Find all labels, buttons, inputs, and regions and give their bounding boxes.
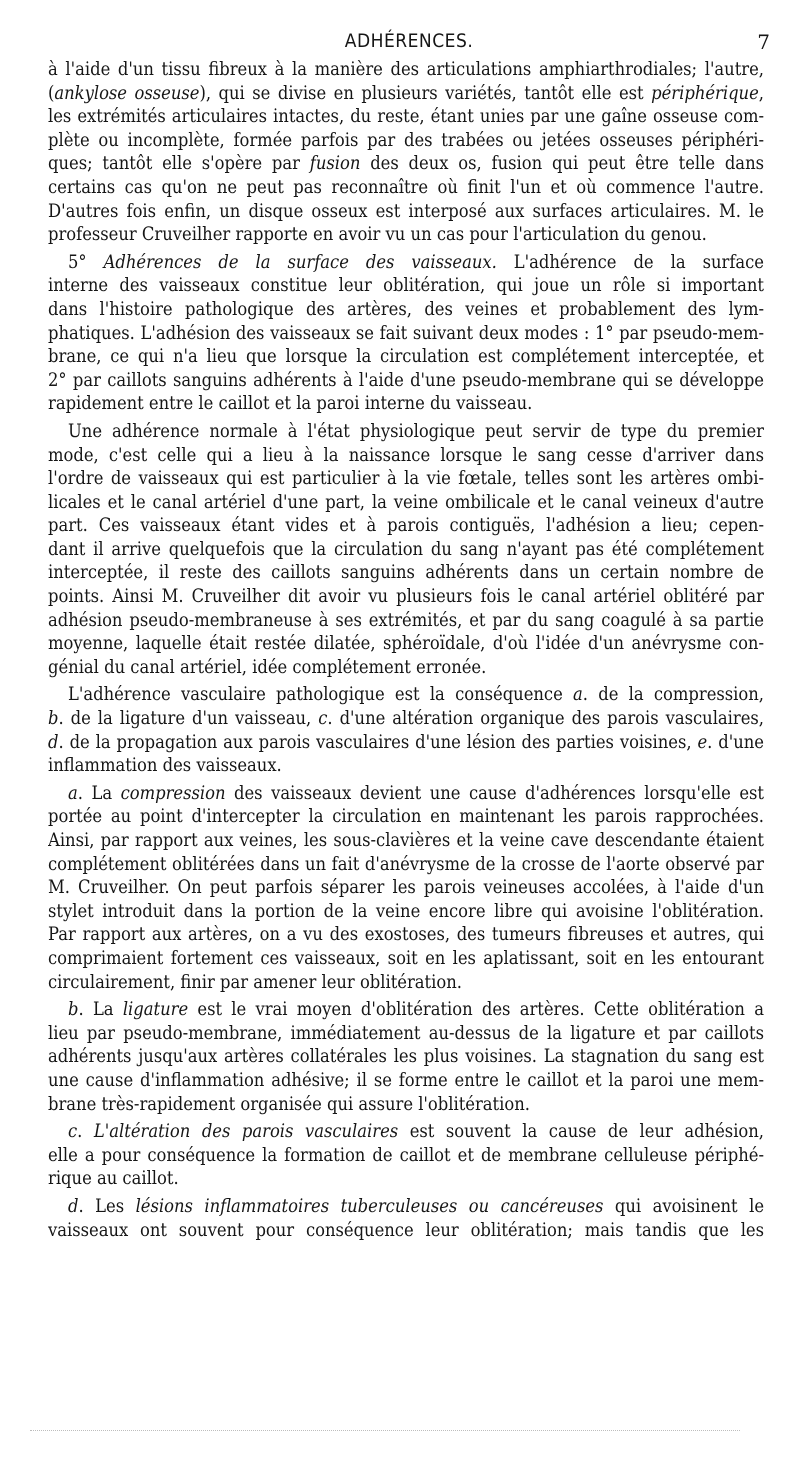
paragraph-p1 bbox=[48, 58, 764, 247]
page-header bbox=[48, 30, 770, 56]
text-line bbox=[48, 322, 764, 346]
italic-text: Adhérences de la surface des vaisseaux. bbox=[103, 251, 497, 273]
text-line bbox=[48, 656, 764, 680]
text-line bbox=[48, 1144, 764, 1168]
body-text bbox=[48, 58, 764, 1242]
italic-text: d bbox=[48, 731, 59, 753]
italic-text: ankylose osseuse bbox=[54, 82, 200, 104]
text-run: D'autres fois enfin, un disque osseux est interposé aux surfaces articulaires. M. le bbox=[48, 200, 764, 222]
text-line bbox=[48, 561, 764, 585]
text-line bbox=[48, 129, 764, 153]
text-line bbox=[48, 491, 764, 515]
italic-text: ligature bbox=[122, 999, 189, 1021]
text-run: points. Ainsi M. Cruveilher dit avoir vu plusieurs fois le canal artériel oblitéré par bbox=[48, 586, 764, 608]
text-run: une cause d'inflammation adhésive; il se forme entre le caillot et la paroi une mem- bbox=[48, 1069, 764, 1091]
paragraph-p7 bbox=[48, 1120, 764, 1191]
italic-text: b bbox=[68, 999, 79, 1021]
text-line bbox=[48, 514, 764, 538]
paragraph-p6 bbox=[48, 998, 764, 1116]
text-run: vaisseaux ont souvent pour conséquence leur oblitération; mais tandis que les bbox=[48, 1219, 764, 1241]
text-line bbox=[48, 392, 764, 416]
text-run: rapidement entre le caillot et la paroi interne du vaisseau. bbox=[48, 393, 533, 415]
text-run: rique au caillot. bbox=[48, 1168, 179, 1190]
text-run: . de la propagation aux parois vasculaires d'une lésion des parties voisines, bbox=[58, 731, 698, 753]
text-run: elle a pour conséquence la formation de caillot et de membrane celluleuse périphé- bbox=[48, 1144, 764, 1166]
text-run: . Les bbox=[78, 1195, 136, 1217]
text-run: inflammation des vaisseaux. bbox=[48, 755, 282, 777]
text-line bbox=[48, 805, 764, 829]
text-run: qui avoisinent le bbox=[603, 1195, 764, 1217]
text-run: l'ordre de vaisseaux qui est particulier à la vie fœtale, telles sont les artères ombi- bbox=[48, 468, 764, 490]
text-line bbox=[48, 420, 764, 444]
text-run: M. Cruveilher. On peut parfois séparer les parois veineuses accolées, à l'aide d'un bbox=[48, 877, 764, 899]
text-run: . La bbox=[78, 999, 123, 1021]
text-run: est souvent la cause de leur adhésion, bbox=[398, 1121, 764, 1143]
text-run: dant il arrive quelquefois que la circulation du sang n'ayant pas été complétement bbox=[48, 538, 764, 560]
text-run: des vaisseaux devient une cause d'adhérences lorsqu'elle est bbox=[225, 782, 764, 804]
text-line bbox=[48, 923, 764, 947]
text-line bbox=[48, 853, 764, 877]
text-run: ques; tantôt elle s'opère par bbox=[48, 153, 310, 175]
text-line bbox=[48, 632, 764, 656]
text-line bbox=[48, 782, 764, 806]
text-line bbox=[48, 707, 764, 731]
text-run: licales et le canal artériel d'une part, la veine ombilicale et le canal veineux d'autre bbox=[48, 491, 764, 513]
text-run: complétement oblitérées dans un fait d'anévrysme de la crosse de l'aorte observé par bbox=[48, 853, 764, 875]
italic-text: e bbox=[697, 731, 708, 753]
text-line bbox=[48, 947, 764, 971]
text-line bbox=[48, 444, 764, 468]
text-line bbox=[48, 298, 764, 322]
italic-text: périphérique bbox=[651, 82, 759, 104]
text-run: circulairement, finir par amener leur oblitération. bbox=[48, 971, 462, 993]
scan-bottom-edge bbox=[30, 1430, 740, 1434]
text-run: Par rapport aux artères, on a vu des exostoses, des tumeurs fibreuses et autres, qui bbox=[48, 924, 764, 946]
text-run: comprimaient fortement ces vaisseaux, soit en les aplatissant, soit en les entourant bbox=[48, 947, 764, 969]
text-line bbox=[48, 731, 764, 755]
text-run: , bbox=[758, 82, 764, 104]
text-line bbox=[48, 82, 764, 106]
text-line bbox=[48, 1120, 764, 1144]
text-line bbox=[48, 683, 764, 707]
text-run: portée au point d'intercepter la circulation en maintenant les parois rapprochées. bbox=[48, 806, 764, 828]
text-line bbox=[48, 1045, 764, 1069]
text-run: . de la compression, bbox=[582, 684, 764, 706]
text-run: adhérents jusqu'aux artères collatérales les plus voisines. La stagnation du sang est bbox=[48, 1046, 764, 1068]
text-line bbox=[48, 105, 764, 129]
text-run: . de la ligature d'un vaisseau, bbox=[58, 708, 319, 730]
text-run: brane très-rapidement organisée qui assure l'oblitération. bbox=[48, 1093, 530, 1115]
running-title: ADHÉRENCES. bbox=[344, 30, 474, 52]
text-run: . bbox=[77, 1121, 94, 1143]
text-line bbox=[48, 1069, 764, 1093]
text-line bbox=[48, 754, 764, 778]
text-line bbox=[48, 1022, 764, 1046]
italic-text: a bbox=[573, 684, 583, 706]
italic-text: c bbox=[318, 708, 328, 730]
text-run: interceptée, il reste des caillots sanguins adhérents dans un certain nombre de bbox=[48, 562, 764, 584]
text-run: L'adhérence vasculaire pathologique est la conséquence bbox=[68, 684, 574, 706]
text-run: des deux os, fusion qui peut être telle dans bbox=[360, 153, 764, 175]
italic-text: a bbox=[68, 782, 78, 804]
text-run: professeur Cruveilher rapporte en avoir vu un cas pour l'articulation du genou. bbox=[48, 224, 707, 246]
text-line bbox=[48, 274, 764, 298]
text-line bbox=[48, 223, 764, 247]
paragraph-p3 bbox=[48, 420, 764, 680]
text-line bbox=[48, 152, 764, 176]
text-run: 2° par caillots sanguins adhérents à l'aide d'une pseudo-membrane qui se développe bbox=[48, 369, 764, 391]
text-run: Une adhérence normale à l'état physiologique peut servir de type du premier bbox=[68, 420, 764, 442]
text-run: à l'aide d'un tissu fibreux à la manière des articulations amphiarthrodiales; l'autre, bbox=[48, 59, 764, 80]
paragraph-p5 bbox=[48, 782, 764, 994]
italic-text: c bbox=[68, 1121, 78, 1143]
italic-text: fusion bbox=[309, 153, 361, 175]
text-run: Ainsi, par rapport aux veines, les sous-clavières et la veine cave descendante étaient bbox=[48, 830, 764, 851]
text-run: mode, c'est celle qui a lieu à la naissance lorsque le sang cesse d'arriver dans bbox=[48, 444, 764, 466]
text-run: génial du canal artériel, idée complétement erronée. bbox=[48, 656, 487, 678]
text-line bbox=[48, 176, 764, 200]
text-run: ), qui se divise en plusieurs variétés, tantôt elle est bbox=[199, 82, 652, 104]
text-line bbox=[48, 876, 764, 900]
text-run: part. Ces vaisseaux étant vides et à parois contiguës, l'adhésion a lieu; cepen- bbox=[48, 515, 764, 537]
italic-text: lésions inflammatoires tuberculeuses ou cancéreuses bbox=[135, 1195, 604, 1217]
text-line bbox=[48, 829, 764, 853]
text-run: . La bbox=[77, 782, 121, 804]
italic-text: L'altération des parois vasculaires bbox=[93, 1121, 399, 1143]
text-run: est le vrai moyen d'oblitération des artères. Cette oblitération a bbox=[188, 999, 764, 1021]
text-run: moyenne, laquelle était restée dilatée, sphéroïdale, d'où l'idée d'un anévrysme con- bbox=[48, 633, 764, 655]
text-line bbox=[48, 200, 764, 224]
paragraph-p8 bbox=[48, 1195, 764, 1242]
text-run: L'adhérence de la surface bbox=[496, 251, 764, 273]
text-run: interne des vaisseaux constitue leur oblitération, qui joue un rôle si important bbox=[48, 275, 764, 297]
text-run: les extrémités articulaires intactes, du reste, étant unies par une gaîne osseuse com- bbox=[48, 106, 764, 128]
text-line bbox=[48, 585, 764, 609]
paragraph-p2 bbox=[48, 251, 764, 416]
page-number: 7 bbox=[757, 30, 770, 54]
text-run: . d'une altération organique des parois vasculaires, bbox=[327, 708, 764, 730]
text-line bbox=[48, 971, 764, 995]
text-run: adhésion pseudo-membraneuse à ses extrémités, et par du sang coagulé à sa partie bbox=[48, 609, 764, 631]
text-line bbox=[48, 467, 764, 491]
text-run: plète ou incomplète, formée parfois par des trabées ou jetées osseuses périphéri- bbox=[48, 129, 764, 151]
text-line bbox=[48, 1167, 764, 1191]
paragraph-p4 bbox=[48, 683, 764, 777]
text-run: brane, ce qui n'a lieu que lorsque la circulation est complétement interceptée, et bbox=[48, 346, 764, 368]
text-line bbox=[48, 1195, 764, 1219]
text-line bbox=[48, 345, 764, 369]
text-line bbox=[48, 1093, 764, 1117]
text-line bbox=[48, 251, 764, 275]
italic-text: b bbox=[48, 708, 59, 730]
text-line bbox=[48, 609, 764, 633]
text-line bbox=[48, 369, 764, 393]
text-run: lieu par pseudo-membrane, immédiatement au-dessus de la ligature et par caillots bbox=[48, 1022, 764, 1044]
text-line bbox=[48, 1219, 764, 1243]
text-line bbox=[48, 538, 764, 562]
text-line bbox=[48, 900, 764, 924]
text-run: ( bbox=[48, 82, 55, 104]
text-run: . d'une bbox=[707, 731, 764, 753]
text-run: certains cas qu'on ne peut pas reconnaître où finit l'un et où commence l'autre. bbox=[48, 176, 764, 198]
text-run: dans l'histoire pathologique des artères, des veines et probablement des lym- bbox=[48, 298, 764, 320]
text-run: 5° bbox=[68, 251, 104, 273]
text-run: stylet introduit dans la portion de la veine encore libre qui avoisine l'oblitération. bbox=[48, 900, 764, 922]
text-line bbox=[48, 58, 764, 82]
text-run: phatiques. L'adhésion des vaisseaux se fait suivant deux modes : 1° par pseudo-mem- bbox=[48, 322, 764, 344]
italic-text: compression bbox=[120, 782, 226, 804]
italic-text: d bbox=[68, 1195, 79, 1217]
text-line bbox=[48, 998, 764, 1022]
